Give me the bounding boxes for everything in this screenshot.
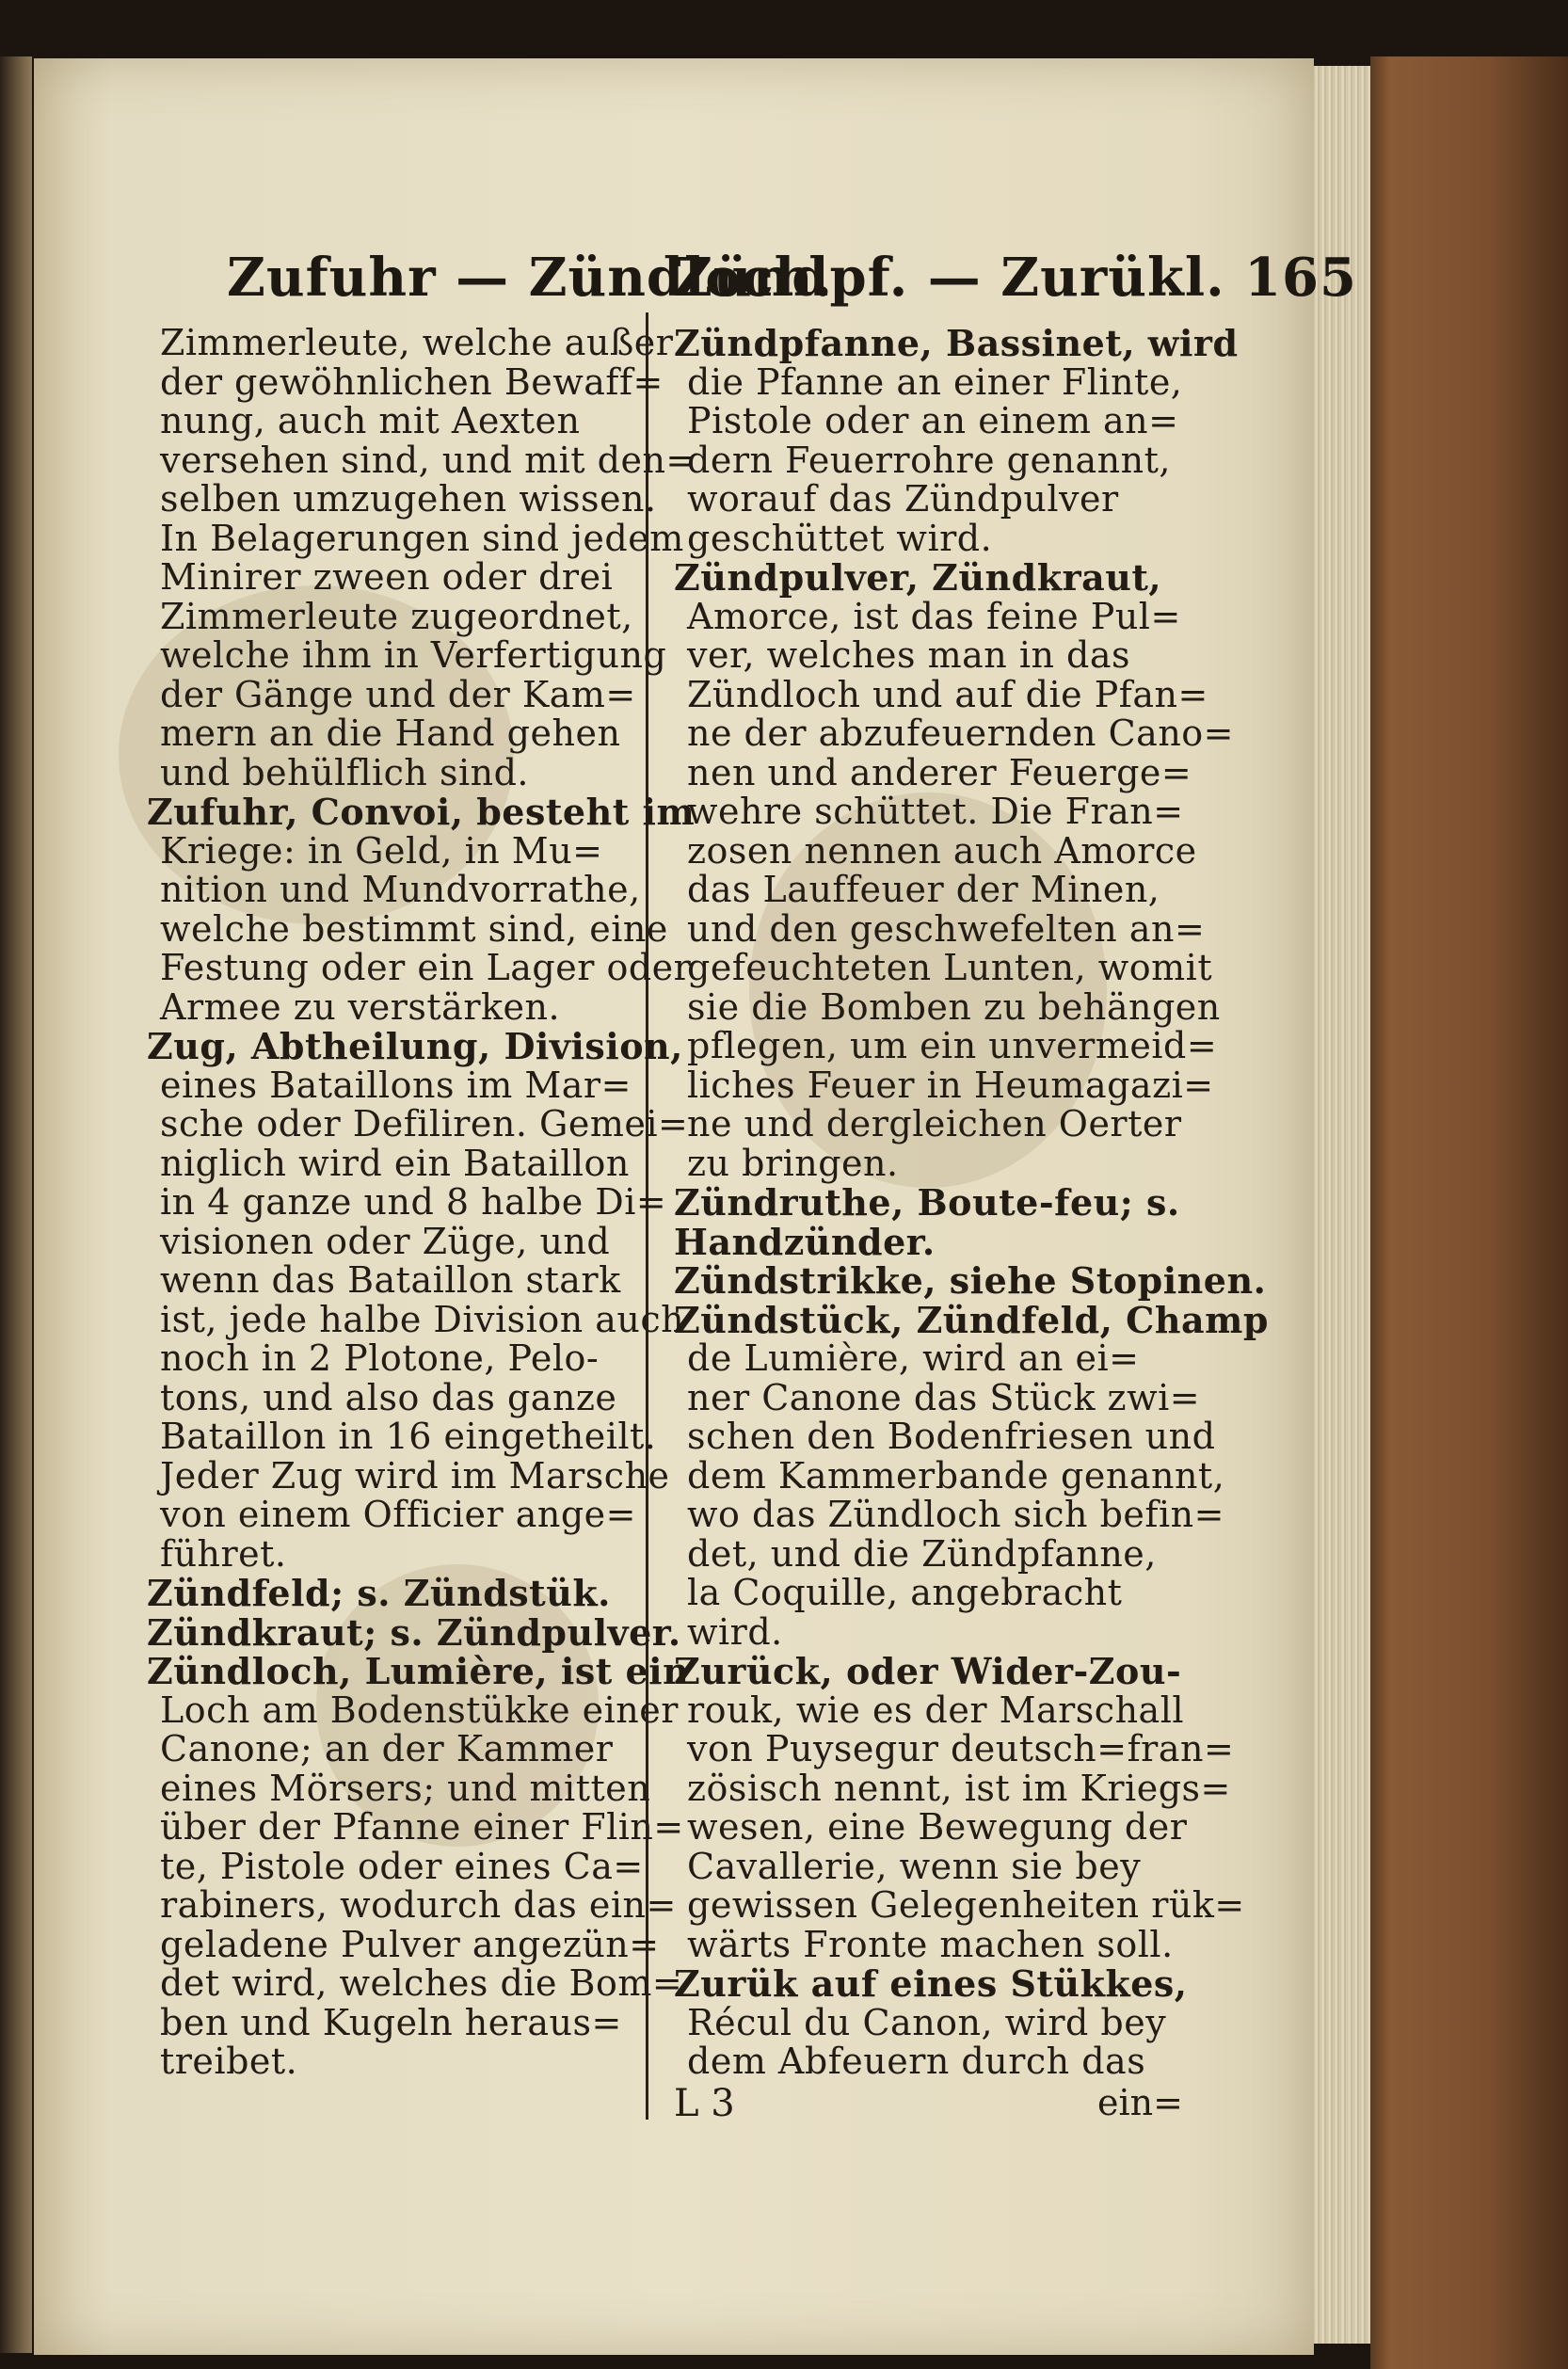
right-text-line: und den geschwefelten an= [687, 907, 1206, 950]
left-text-line: tons, und also das ganze [160, 1376, 617, 1418]
left-text-line: sche oder Defiliren. Gemei= [160, 1103, 689, 1144]
left-text-line: geladene Pulver angezün= [160, 1923, 660, 1965]
right-text-line: wo das Zündloch sich befin= [687, 1494, 1224, 1535]
left-text-line: det wird, welches die Bom= [160, 1962, 683, 2004]
left-text-line: der Gänge und der Kam= [160, 673, 636, 715]
right-text-line: Zündruthe, Boute-feu; s. [674, 1181, 1180, 1224]
left-text-line: eines Bataillons im Mar= [160, 1064, 632, 1106]
left-text-line: Canone; an der Kammer [160, 1728, 614, 1769]
left-text-line: führet. [160, 1532, 287, 1575]
right-text-line: la Coquille, angebracht [687, 1572, 1123, 1613]
right-text-line: schen den Bodenfriesen und [687, 1416, 1216, 1457]
right-text-line: rouk, wie es der Marschall [687, 1689, 1185, 1731]
left-text-line: in 4 ganze und 8 halbe Di= [160, 1181, 667, 1223]
left-text-line: Zündkraut; s. Zündpulver. [147, 1610, 681, 1654]
right-text-line: ner Canone das Stück zwi= [687, 1376, 1201, 1418]
left-text-line: wenn das Bataillon stark [160, 1259, 621, 1301]
left-text-line: welche bestimmt sind, eine [160, 907, 668, 950]
right-text-line: Zurük auf eines Stükkes, [674, 1962, 1188, 2005]
right-text-line: zösisch nennt, ist im Kriegs= [687, 1767, 1231, 1809]
left-text-line: te, Pistole oder eines Ca= [160, 1845, 644, 1887]
left-text-line: Zug, Abtheilung, Division, [147, 1025, 683, 1067]
left-text-line: Zündloch, Lumière, ist ein [147, 1650, 690, 1692]
left-text-line: In Belagerungen sind jedem [160, 517, 684, 559]
right-text-line: die Pfanne an einer Flinte, [687, 360, 1183, 403]
right-text-line: Zündstück, Zündfeld, Champ [674, 1298, 1269, 1341]
right-text-line: Cavallerie, wenn sie bey [687, 1845, 1142, 1887]
right-text-line: wesen, eine Bewegung der [687, 1806, 1188, 1848]
right-text-line: worauf das Zündpulver [687, 478, 1119, 520]
left-text-line: rabiners, wodurch das ein= [160, 1884, 677, 1926]
left-text-line: Zufuhr, Convoi, besteht im [147, 791, 696, 833]
right-text-line: pflegen, um ein unvermeid= [687, 1025, 1218, 1066]
right-text-line: das Lauffeuer der Minen, [687, 869, 1160, 910]
left-text-line: Jeder Zug wird im Marsche [160, 1454, 670, 1497]
right-text-line: liches Feuer in Heumagazi= [687, 1064, 1214, 1106]
left-text-line: Zimmerleute zugeordnet, [160, 595, 633, 637]
left-text-line: selben umzugehen wissen. [160, 478, 657, 520]
right-text-line: Zündloch und auf die Pfan= [687, 673, 1208, 715]
catchword: ein= [1097, 2082, 1183, 2123]
right-text-line: geschüttet wird. [687, 517, 993, 559]
left-text-line: von einem Officier ange= [160, 1494, 636, 1535]
right-text-line: Récul du Canon, wird bey [687, 2001, 1167, 2043]
left-text-line: welche ihm in Verfertigung [160, 634, 667, 676]
left-text-line: ben und Kugeln heraus= [160, 2001, 622, 2043]
left-text-line: eines Mörsers; und mitten [160, 1767, 651, 1809]
right-text-line: sie die Bomben zu behängen [687, 985, 1221, 1028]
right-text-line: de Lumière, wird an ei= [687, 1337, 1140, 1379]
right-text-line: ver, welches man in das [687, 634, 1131, 676]
left-text-line: nition und Mundvorrathe, [160, 869, 641, 910]
left-text-line: Kriege: in Geld, in Mu= [160, 829, 603, 872]
right-text-line: von Puysegur deutsch=fran= [687, 1728, 1235, 1769]
page-edges [1314, 66, 1370, 2344]
right-text-line: dem Kammerbande genannt, [687, 1454, 1225, 1497]
right-text-line: gefeuchteten Lunten, womit [687, 947, 1213, 988]
right-text-line: wehre schüttet. Die Fran= [687, 791, 1184, 832]
running-head-right: Zündpf. — Zurükl. 165 [674, 247, 1357, 309]
right-text-line: dem Abfeuern durch das [687, 2041, 1146, 2082]
right-text-line: Handzünder. [674, 1220, 936, 1263]
left-text-line: Bataillon in 16 eingetheilt. [160, 1416, 657, 1457]
left-text-line: treibet. [160, 2041, 298, 2082]
left-text-line: Zündfeld; s. Zündstük. [147, 1572, 611, 1614]
book-cover [1370, 56, 1568, 2369]
left-text-line: visionen oder Züge, und [160, 1220, 611, 1262]
left-text-line: niglich wird ein Bataillon [160, 1142, 630, 1184]
right-text-line: wärts Fronte machen soll. [687, 1923, 1174, 1965]
running-head-left: Zufuhr — Zündloch. [227, 247, 834, 309]
left-text-line: Zimmerleute, welche außer [160, 322, 674, 363]
left-text-line: Minirer zween oder drei [160, 556, 614, 598]
right-text-line: ne und dergleichen Oerter [687, 1103, 1182, 1144]
left-text-line: mern an die Hand gehen [160, 712, 621, 754]
left-text-line: und behülflich sind. [160, 751, 530, 793]
left-text-line: Armee zu verstärken. [160, 985, 561, 1028]
book-page [34, 58, 1357, 2355]
right-text-line: Pistole oder an einem an= [687, 400, 1179, 441]
left-text-line: der gewöhnlichen Bewaff= [160, 360, 664, 403]
right-text-line: Zündpulver, Zündkraut, [674, 556, 1162, 599]
right-text-line: Zündstrikke, siehe Stopinen. [674, 1259, 1267, 1302]
left-text-line: ist, jede halbe Division auch [160, 1298, 685, 1340]
right-text-line: gewissen Gelegenheiten rük= [687, 1884, 1245, 1926]
right-text-line: Zurück, oder Wider-Zou- [674, 1650, 1182, 1692]
left-text-line: Loch am Bodenstükke einer [160, 1689, 679, 1731]
right-text-line: ne der abzufeuernden Cano= [687, 712, 1235, 754]
right-text-line: nen und anderer Feuerge= [687, 751, 1192, 793]
left-text-line: Festung oder ein Lager oder [160, 947, 692, 988]
left-text-line: über der Pfanne einer Flin= [160, 1806, 684, 1848]
left-text-line: versehen sind, und mit den= [160, 439, 696, 481]
left-text-line: noch in 2 Plotone, Pelo- [160, 1337, 600, 1379]
left-text-line: nung, auch mit Aexten [160, 400, 581, 441]
right-text-line: Amorce, ist das feine Pul= [687, 595, 1181, 637]
right-text-line: zu bringen. [687, 1142, 899, 1184]
right-text-line: Zündpfanne, Bassinet, wird [674, 322, 1239, 364]
right-text-line: det, und die Zündpfanne, [687, 1532, 1157, 1575]
right-text-line: wird. [687, 1610, 783, 1653]
signature-mark: L 3 [674, 2082, 735, 2125]
right-text-line: dern Feuerrohre genannt, [687, 439, 1171, 481]
right-text-line: zosen nennen auch Amorce [687, 829, 1197, 872]
facing-page-edge [0, 56, 32, 2353]
